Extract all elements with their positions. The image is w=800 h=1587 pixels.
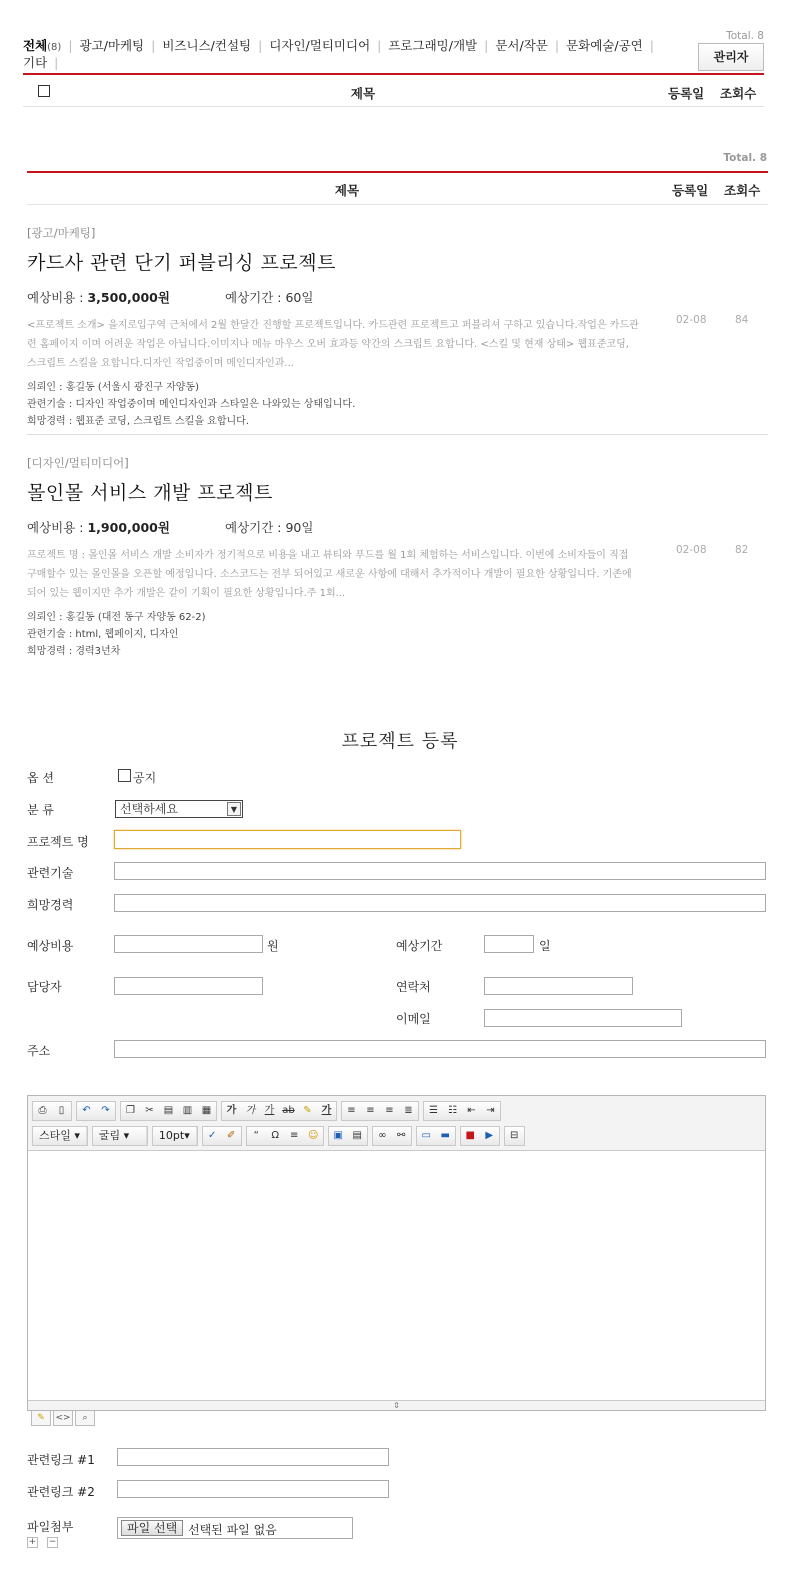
column-title: 제목	[350, 86, 376, 101]
project-cost-row	[27, 518, 768, 536]
outdent-icon[interactable]: ⇤	[467, 1105, 476, 1116]
size-dropdown[interactable]: 10pt▾	[153, 1127, 197, 1145]
special-char-icon[interactable]: Ω	[271, 1130, 280, 1141]
list-table-header	[27, 171, 768, 205]
email-label: 이메일	[396, 1012, 431, 1026]
paste-icon[interactable]: ▤	[163, 1105, 174, 1116]
category-list: 전체(8) | 광고/마케팅 | 비즈니스/컨설팅 | 디자인/멀티미디어 | 프로그래밍/개발 | 문서/작문 | 문화예술/공연 |기타 |	[23, 38, 654, 70]
total-count-top: Total. 8	[726, 30, 764, 42]
link1-label: 관련링크 #1	[27, 1453, 95, 1467]
project-skills: 관련기술 : 디자인 작업중이며 메인디자인과 스타일은 나와있는 상태입니다.	[27, 399, 356, 410]
category-item[interactable]: 문화예술/공연	[566, 38, 643, 53]
ordered-list-icon[interactable]: ☰	[429, 1105, 438, 1116]
manager-label: 담당자	[27, 980, 62, 994]
file-status: 선택된 파일 없음	[188, 1523, 277, 1537]
column-date: 등록일	[672, 183, 709, 198]
project-career: 희망경력 : 웹표준 코딩, 스크립트 스킬을 요합니다.	[27, 416, 249, 427]
select-all-icon[interactable]: ▦	[201, 1105, 212, 1116]
category-item[interactable]: 비즈니스/컨설팅	[162, 38, 252, 53]
project-meta	[27, 609, 768, 660]
underline-icon[interactable]: 가	[264, 1105, 275, 1116]
add-file-icon[interactable]: +	[28, 1537, 37, 1547]
project-views: 84	[735, 314, 749, 326]
skills-label: 관련기술	[27, 866, 74, 880]
unordered-list-icon[interactable]: ☷	[448, 1105, 457, 1116]
project-views: 82	[735, 544, 749, 556]
period-input[interactable]	[484, 935, 534, 953]
undo-icon[interactable]: ↶	[82, 1105, 91, 1116]
cost-input[interactable]	[114, 935, 263, 953]
form-title: 프로젝트 등록	[341, 731, 459, 752]
notice-label: 공지	[133, 771, 157, 785]
link-icon[interactable]: ∞	[378, 1130, 387, 1141]
contact-label: 연락처	[396, 980, 431, 994]
font-color-icon[interactable]: 가	[321, 1105, 332, 1116]
cost-label: 예상비용	[27, 939, 74, 953]
top-table-header	[23, 73, 764, 107]
column-views: 조회수	[724, 183, 761, 198]
strikethrough-icon[interactable]: ab	[282, 1105, 295, 1116]
project-category: [광고/마케팅]	[27, 226, 96, 240]
remove-file-icon[interactable]: −	[48, 1537, 57, 1547]
horizontal-rule-icon[interactable]: ≡	[290, 1130, 299, 1141]
option-label: 옵 션	[27, 771, 54, 785]
print-icon[interactable]: ⎙	[38, 1105, 47, 1116]
file-select-button[interactable]: 파일 선택	[121, 1520, 183, 1536]
category-item[interactable]: 디자인/멀티미디어	[269, 38, 371, 53]
table-icon[interactable]: ▣	[333, 1130, 343, 1141]
project-description[interactable]: 프로젝트 명 : 몰인몰 서비스 개발 소비자가 정기적으로 비용을 내고 뷰티와 푸드를 월 1회 체험하는 서비스입니다. 이번에 소비자들이 직접 구매할수 있는 몰인몰을 오픈할 예정입니다. 소스코드는 전부 되어있고 새로운 사항에 대해서 추가적이나 개발이 필요한 상황입니다. 기존에 되어 있는 웹이지만 추가 개발은 같이 기획이 필요한 상황입니다.주 1회...	[27, 550, 632, 599]
select-all-checkbox[interactable]	[38, 85, 50, 97]
cost-label: 예상비용 :	[27, 520, 84, 535]
column-title: 제목	[334, 183, 360, 198]
cost-label: 예상비용 :	[27, 290, 84, 305]
column-views: 조회수	[720, 86, 757, 101]
highlight-icon[interactable]: ✎	[303, 1105, 312, 1116]
italic-icon[interactable]: 가	[245, 1105, 256, 1116]
unlink-icon[interactable]: ⚯	[397, 1130, 406, 1141]
chevron-down-icon: ▼	[227, 802, 241, 816]
project-name-input[interactable]	[114, 830, 461, 849]
project-name-label: 프로젝트 명	[27, 835, 89, 849]
period-unit: 일	[539, 939, 551, 953]
link2-label: 관련링크 #2	[27, 1485, 95, 1499]
style-dropdown-label: 스타일	[39, 1129, 71, 1142]
category-select[interactable]	[115, 800, 243, 818]
project-list-item	[27, 455, 768, 660]
rich-text-editor	[27, 1095, 766, 1411]
category-item[interactable]: 광고/마케팅	[79, 38, 145, 53]
project-period: 예상기간 : 90일	[225, 520, 314, 535]
size-dropdown-label: 10pt	[158, 1129, 185, 1142]
font-dropdown-label: 굴림	[98, 1129, 121, 1142]
redo-icon[interactable]: ↷	[101, 1105, 110, 1116]
align-left-icon[interactable]: ≡	[347, 1105, 356, 1116]
project-client: 의뢰인 : 홍길동 (대전 동구 자양동 62-2)	[27, 612, 206, 623]
total-count-list: Total. 8	[723, 152, 767, 164]
project-category: [디자인/멀티미디어]	[27, 456, 129, 470]
editor-mode-tabs	[31, 1411, 97, 1426]
editor-resize-handle[interactable]: ⇕	[28, 1400, 765, 1410]
category-all[interactable]: 전체	[23, 38, 48, 53]
notice-checkbox[interactable]	[118, 769, 131, 782]
flash-icon[interactable]: ■	[465, 1130, 475, 1141]
link1-input[interactable]	[117, 1448, 389, 1466]
column-date: 등록일	[668, 86, 705, 101]
blockquote-icon[interactable]: “	[253, 1130, 259, 1141]
cost-unit: 원	[267, 939, 279, 953]
new-page-icon[interactable]: ▯	[58, 1105, 65, 1116]
project-date: 02-08	[676, 544, 707, 556]
align-center-icon[interactable]: ≡	[366, 1105, 375, 1116]
cost-value: 1,900,000원	[87, 520, 170, 535]
period-label: 예상기간	[396, 939, 443, 953]
edit-mode-icon[interactable]: ✎	[31, 1411, 51, 1426]
manager-input[interactable]	[114, 977, 263, 995]
address-label: 주소	[27, 1044, 51, 1058]
project-period: 예상기간 : 60일	[225, 290, 314, 305]
align-right-icon[interactable]: ≡	[385, 1105, 394, 1116]
bold-icon[interactable]: 가	[226, 1105, 237, 1116]
html-mode-icon[interactable]: <>	[53, 1411, 73, 1426]
image-icon[interactable]: ▭	[421, 1130, 431, 1141]
email-input[interactable]	[484, 1009, 682, 1027]
file-input	[117, 1517, 353, 1539]
category-bar	[23, 30, 768, 70]
skills-input[interactable]	[114, 862, 766, 880]
preview-mode-icon[interactable]: ⌕	[75, 1411, 95, 1426]
play-icon[interactable]: ▶	[485, 1130, 494, 1141]
project-cost-row	[27, 288, 768, 306]
spellcheck-icon[interactable]: ✓	[208, 1130, 217, 1141]
career-label: 희망경력	[27, 898, 74, 912]
project-title[interactable]: 몰인몰 서비스 개발 프로젝트	[27, 482, 273, 504]
table-edit-icon[interactable]: ▤	[352, 1130, 362, 1141]
align-justify-icon[interactable]: ≣	[404, 1105, 413, 1116]
category-item[interactable]: 기타	[23, 55, 48, 70]
editor-toolbar	[28, 1096, 765, 1151]
indent-icon[interactable]: ⇥	[486, 1105, 495, 1116]
project-career: 희망경력 : 경력3년차	[27, 646, 121, 657]
category-label: 분 류	[27, 803, 54, 817]
project-list-item	[27, 225, 768, 430]
cost-value: 3,500,000원	[87, 290, 170, 305]
project-date: 02-08	[676, 314, 707, 326]
project-client: 의뢰인 : 홍길동 (서울시 광진구 자양동)	[27, 382, 199, 393]
admin-button[interactable]: 관리자	[698, 43, 764, 71]
cut-icon[interactable]: ✂	[145, 1105, 154, 1116]
category-item[interactable]: 문서/작문	[495, 38, 548, 53]
media-icon[interactable]: ▬	[440, 1130, 450, 1141]
paste-text-icon[interactable]: ▥	[182, 1105, 193, 1116]
address-input[interactable]	[114, 1040, 766, 1058]
project-meta	[27, 379, 768, 430]
item-divider	[27, 434, 768, 435]
editor-content-area[interactable]	[28, 1152, 765, 1400]
contact-input[interactable]	[484, 977, 633, 995]
career-input[interactable]	[114, 894, 766, 912]
page-break-icon[interactable]: ⊟	[510, 1130, 519, 1141]
project-description[interactable]: <프로젝트 소개> 을지로입구역 근처에서 2월 한달간 진행할 프로젝트입니다. 카드관련 프로젝트고 퍼블리셔 구하고 있습니다.작업은 카드관련 홈페이지 이며 어려운 작업은 아닙니다.이미지나 메뉴 마우스 오버 효과등 약간의 스크립트 요합니다. <스킬 및 현재 상태> 웹표준코딩, 스크립트 스킬을 요합니다.디자인 작업중이며 메인디자인과...	[27, 320, 639, 369]
file-label: 파일첨부	[27, 1520, 74, 1534]
category-item[interactable]: 프로그래밍/개발	[388, 38, 478, 53]
project-skills: 관련기술 : html, 웹페이지, 디자인	[27, 629, 179, 640]
project-title[interactable]: 카드사 관련 단기 퍼블리싱 프로젝트	[27, 252, 336, 274]
category-all-count: (8)	[47, 42, 62, 53]
emoticon-icon[interactable]: ☺	[308, 1130, 319, 1141]
style-dropdown[interactable]: 스타일 ▾	[33, 1127, 87, 1145]
font-dropdown[interactable]: 굴림 ▾	[93, 1127, 147, 1145]
category-select-value: 선택하세요	[120, 802, 178, 816]
copy-icon[interactable]: ❐	[126, 1105, 135, 1116]
format-paint-icon[interactable]: ✐	[227, 1130, 236, 1141]
link2-input[interactable]	[117, 1480, 389, 1498]
